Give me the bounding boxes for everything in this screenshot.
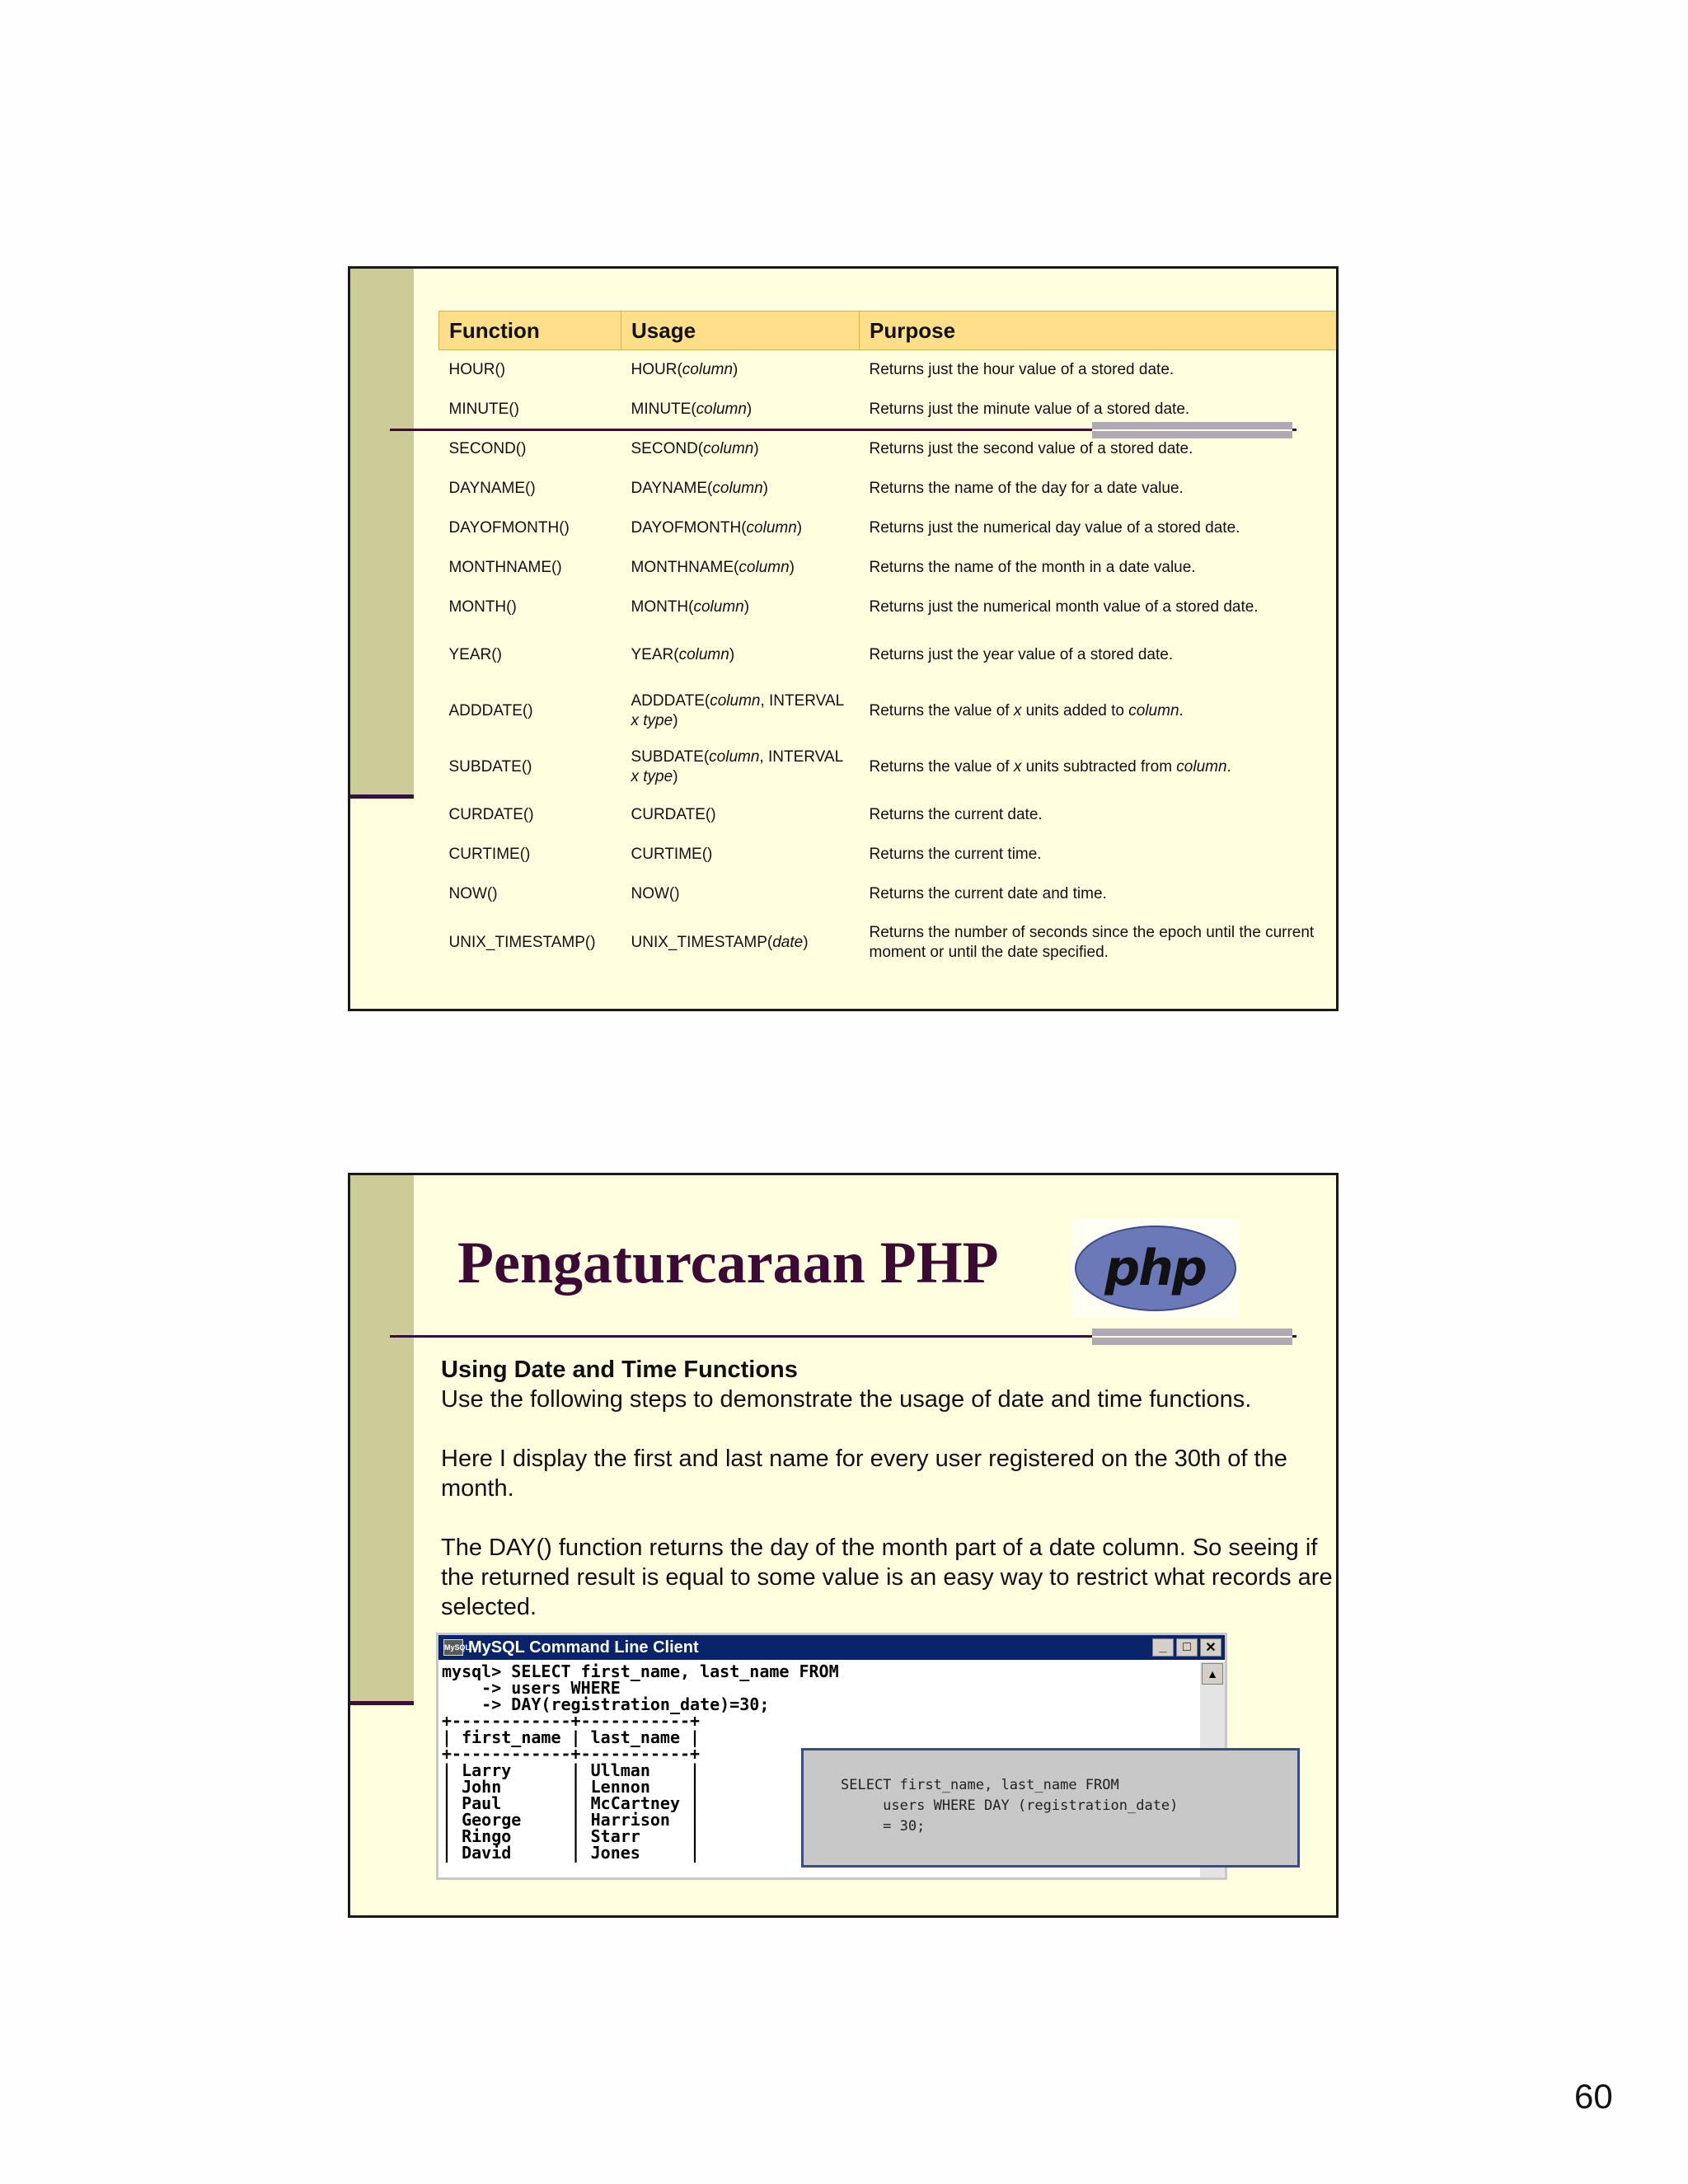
cell-usage: CURTIME() bbox=[631, 845, 713, 863]
cell-purpose: Returns the name of the day for a date value. bbox=[869, 479, 1184, 497]
table-row bbox=[439, 683, 1339, 739]
window-controls bbox=[1152, 1638, 1221, 1657]
cell-usage: DAYNAME(column) bbox=[631, 479, 768, 497]
mysql-app-icon: MySQL bbox=[443, 1639, 463, 1656]
cell-purpose: Returns just the minute value of a stored date. bbox=[869, 400, 1190, 418]
table-row bbox=[439, 795, 1339, 835]
slide-sidebar bbox=[350, 1175, 414, 1703]
cell-function: CURTIME() bbox=[448, 845, 531, 863]
slide-date-functions-table bbox=[348, 266, 1339, 1011]
table-row bbox=[439, 429, 1339, 469]
cell-purpose: Returns the current date. bbox=[869, 805, 1043, 823]
cell-usage: MONTHNAME(column) bbox=[631, 558, 795, 576]
cell-function: YEAR() bbox=[448, 645, 502, 663]
table-row bbox=[439, 390, 1339, 429]
close-icon[interactable]: ✕ bbox=[1200, 1638, 1221, 1657]
window-title: MySQL Command Line Client bbox=[468, 1638, 699, 1657]
cell-purpose: Returns just the hour value of a stored date. bbox=[869, 360, 1175, 378]
cell-usage: CURDATE() bbox=[631, 805, 716, 823]
table-row bbox=[439, 835, 1339, 874]
php-logo-oval bbox=[1075, 1226, 1236, 1311]
cell-purpose: Returns the current date and time. bbox=[869, 884, 1107, 902]
cell-function: MINUTE() bbox=[448, 400, 519, 418]
cell-purpose: Returns the value of x units added to column. bbox=[869, 701, 1184, 719]
slide-title: Pengaturcaraan PHP bbox=[457, 1230, 999, 1296]
paragraph-intro: Use the following steps to demonstrate the usage of date and time functions. bbox=[441, 1386, 1252, 1413]
table-row bbox=[439, 914, 1339, 972]
cell-function: NOW() bbox=[448, 884, 498, 902]
window-titlebar[interactable] bbox=[438, 1635, 1225, 1660]
code-line: users WHERE DAY (registration_date) bbox=[841, 1797, 1179, 1814]
cell-purpose: Returns just the numerical month value of a stored date. bbox=[869, 598, 1259, 616]
column-header-usage: Usage bbox=[621, 312, 860, 350]
php-logo-text: php bbox=[1104, 1240, 1206, 1297]
title-rule-accent bbox=[1092, 1329, 1292, 1345]
code-line: = 30; bbox=[841, 1818, 926, 1835]
cell-usage: DAYOFMONTH(column) bbox=[631, 518, 803, 537]
cell-usage: SUBDATE(column, INTERVAL x type) bbox=[631, 748, 843, 785]
table-row bbox=[439, 588, 1339, 627]
table-row bbox=[439, 627, 1339, 683]
cell-function: DAYOFMONTH() bbox=[448, 518, 570, 537]
cell-function: HOUR() bbox=[448, 360, 506, 378]
table-row bbox=[439, 874, 1339, 914]
slide-date-time-demo bbox=[348, 1173, 1339, 1918]
cell-function: CURDATE() bbox=[448, 805, 534, 823]
table-row bbox=[439, 739, 1339, 795]
cell-purpose: Returns just the numerical day value of a stored date. bbox=[869, 518, 1240, 537]
date-functions-table bbox=[438, 311, 1339, 972]
table-row bbox=[439, 350, 1339, 390]
cell-usage: YEAR(column) bbox=[631, 645, 735, 663]
cell-usage: SECOND(column) bbox=[631, 439, 759, 457]
slide-sidebar bbox=[350, 269, 414, 796]
cell-function: SUBDATE() bbox=[448, 757, 532, 776]
subheading: Using Date and Time Functions bbox=[441, 1357, 798, 1383]
cell-usage: NOW() bbox=[631, 884, 680, 902]
cell-usage: MINUTE(column) bbox=[631, 400, 753, 418]
cell-usage: HOUR(column) bbox=[631, 360, 738, 378]
cell-usage: UNIX_TIMESTAMP(date) bbox=[631, 933, 809, 951]
sidebar-rule bbox=[350, 794, 414, 799]
cell-function: ADDDATE() bbox=[448, 701, 533, 719]
cell-purpose: Returns the value of x units subtracted from column. bbox=[869, 757, 1231, 776]
cell-usage: MONTH(column) bbox=[631, 598, 750, 616]
sidebar-rule bbox=[350, 1701, 414, 1705]
cell-function: UNIX_TIMESTAMP() bbox=[448, 933, 596, 951]
table-body bbox=[439, 350, 1339, 972]
scroll-up-arrow-icon[interactable]: ▲ bbox=[1202, 1663, 1223, 1685]
cell-function: MONTH() bbox=[448, 598, 517, 616]
cell-function: SECOND() bbox=[448, 439, 527, 457]
table-row bbox=[439, 548, 1339, 588]
sql-code-callout bbox=[801, 1748, 1300, 1868]
cell-purpose: Returns the name of the month in a date value. bbox=[869, 558, 1196, 576]
console-output[interactable]: mysql> SELECT first_name, last_name FROM -> users WHERE -> DAY(registration_date)=30; +------------+-----------+ | first_name | last_name | +------------+-----------+ | Larry | Ullman | | John | Lennon | | Paul | McCartney | | George | Harrison | | Ringo | Starr | | David | Jones | bbox=[442, 1661, 839, 1863]
table-row bbox=[439, 469, 1339, 509]
cell-purpose: Returns just the second value of a stored date. bbox=[869, 439, 1193, 457]
paragraph-description: Here I display the first and last name for every user registered on the 30th of the month. bbox=[441, 1446, 1287, 1502]
slide-body bbox=[441, 1355, 1339, 1652]
php-logo bbox=[1071, 1219, 1240, 1318]
cell-function: MONTHNAME() bbox=[448, 558, 562, 576]
cell-purpose: Returns just the year value of a stored date. bbox=[869, 645, 1174, 663]
maximize-icon[interactable]: □ bbox=[1176, 1638, 1198, 1657]
table-header-row bbox=[439, 312, 1339, 350]
column-header-purpose: Purpose bbox=[860, 312, 1339, 350]
column-header-function: Function bbox=[439, 312, 621, 350]
cell-usage: ADDDATE(column, INTERVAL x type) bbox=[631, 691, 844, 729]
cell-purpose: Returns the current time. bbox=[869, 845, 1042, 863]
cell-function: DAYNAME() bbox=[448, 479, 536, 497]
code-line: SELECT first_name, last_name FROM bbox=[841, 1777, 1119, 1793]
page-number: 60 bbox=[1574, 2077, 1613, 2116]
table-row bbox=[439, 509, 1339, 548]
cell-purpose: Returns the number of seconds since the epoch until the current moment or until the date specified. bbox=[869, 923, 1315, 961]
paragraph-day-function: The DAY() function returns the day of the month part of a date column. So seeing if the returned result is equal to some value is an easy way to restrict what records are selected. bbox=[441, 1535, 1333, 1620]
minimize-icon[interactable]: _ bbox=[1152, 1638, 1174, 1657]
